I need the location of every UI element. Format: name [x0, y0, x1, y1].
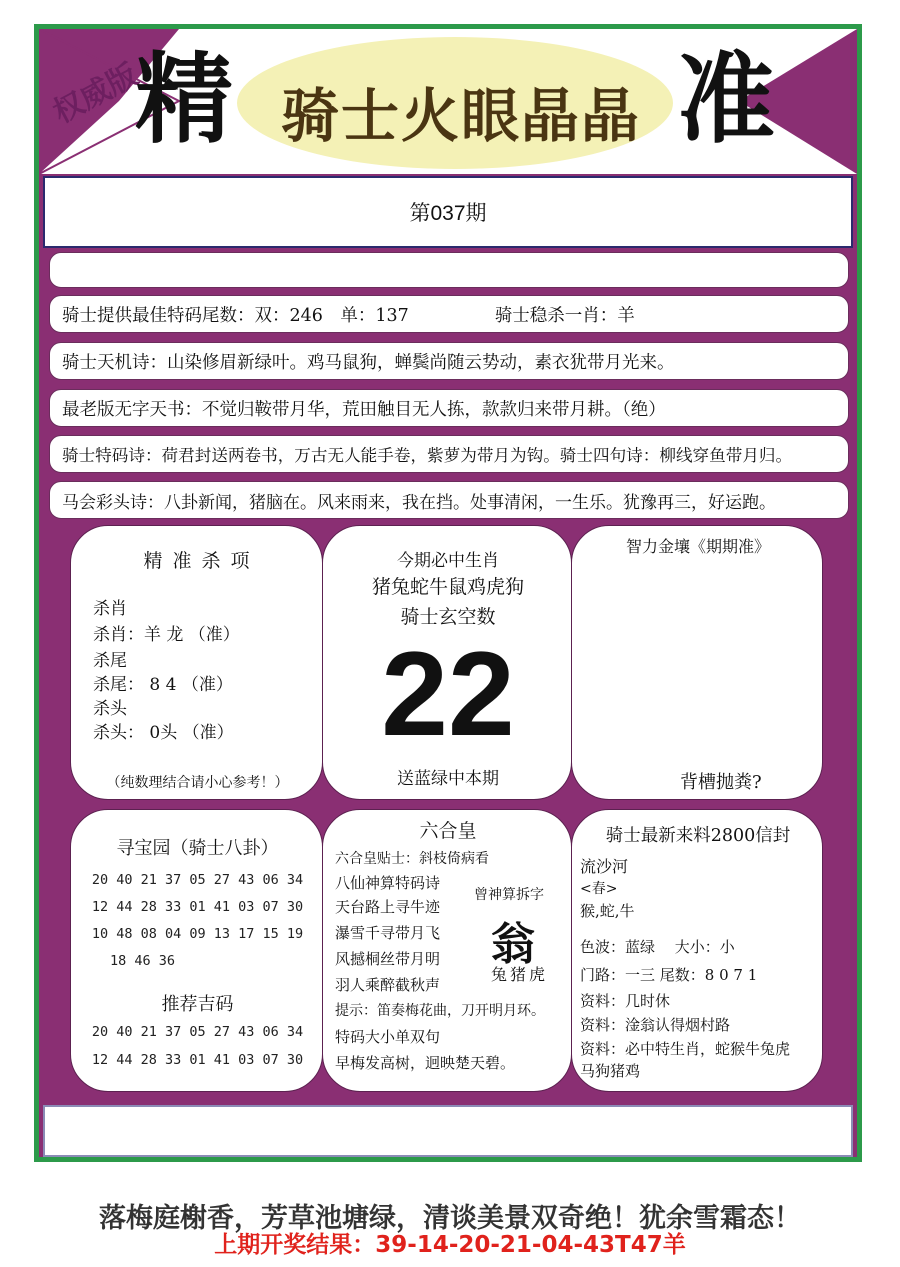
wisdom-title: 智力金壤《期期准》 [625, 537, 770, 556]
treasure-number-row: 20 40 21 37 05 27 43 06 34 [91, 872, 304, 888]
authority-badge: 权威版 [47, 57, 144, 131]
treasure-panel [70, 809, 323, 1092]
blank-strip [49, 252, 849, 288]
kill-row: 杀尾： 8 4 （准） [93, 675, 233, 695]
lucky-poem-text: 马会彩头诗：八卦新闻，猪脑在。风来雨来，我在挡。处事清闲，一生乐。犹豫再三，好运跑。 [62, 492, 776, 513]
liuhe-hint: 提示：笛奏梅花曲，刀开明月环。 [335, 1003, 545, 1019]
poem-line: 羽人乘醉截秋声 [335, 976, 441, 994]
last-result: 上期开奖结果：39-14-20-21-04-43T47羊 [214, 1232, 686, 1258]
wisdom-footer: 背槽抛粪? [680, 772, 762, 793]
kill-row: 杀肖：羊 龙 （准） [93, 625, 240, 645]
line-wordless-book [49, 389, 849, 427]
special-poem-text: 骑士特码诗：荷君封送两卷书，万古无人能手卷，紫萝为带月为钩。骑士四句诗：柳线穿鱼带月归。 [62, 446, 793, 465]
main-frame [34, 24, 862, 1162]
split-word-title: 曾神算拆字 [474, 887, 544, 903]
tianji-poem-text: 骑士天机诗：山染修眉新绿叶。鸡马鼠狗，蝉鬓尚随云势动，素衣犹带月光来。 [62, 352, 675, 373]
mystic-number: 22 [381, 627, 515, 761]
must-hit-footer: 送蓝绿中本期 [397, 769, 499, 789]
latest-info: 资料：必中特生肖，蛇猴牛兔虎 [580, 1040, 791, 1058]
treasure-number-row: 10 48 08 04 09 13 17 15 19 [91, 926, 304, 942]
liuhe-title: 六合皇 [419, 820, 477, 842]
poem-line: 风撼桐丝带月明 [335, 950, 441, 968]
line-tianji-poem [49, 342, 849, 380]
wisdom-panel [571, 525, 823, 800]
page-title: 骑士火眼晶晶 [280, 82, 641, 150]
poem-line: 天台路上寻牛迹 [335, 898, 441, 916]
latest-river: 流沙河 [580, 857, 629, 876]
header-right-char: 准 [677, 42, 776, 157]
bottom-poem: 落梅庭榭香，芳草池塘绿，清谈美景双奇绝！犹余雪霜态！ [99, 1203, 801, 1234]
latest-door: 门路：一三 尾数：8 0 7 1 [580, 966, 758, 984]
treasure-number-row: 12 44 28 33 01 41 03 07 30 [91, 899, 304, 915]
recommend-number-row: 12 44 28 33 01 41 03 07 30 [91, 1052, 304, 1068]
recommend-title: 推荐吉码 [161, 994, 234, 1015]
latest-info: 资料：几时休 [580, 992, 671, 1010]
latest-title: 骑士最新来料2800信封 [605, 826, 791, 846]
recommend-number-row: 20 40 21 37 05 27 43 06 34 [91, 1024, 304, 1040]
footer-blank [43, 1105, 853, 1157]
liuhe-tip: 六合皇贴士：斜枝倚病看 [335, 851, 489, 867]
header-left-char: 精 [135, 42, 234, 157]
size-odd-even-title: 特码大小单双句 [335, 1028, 441, 1046]
latest-info-panel [571, 809, 823, 1092]
kill-one-text: 骑士稳杀一肖：羊 [494, 305, 635, 326]
split-word-zodiacs: 兔猪虎 [491, 965, 549, 984]
kill-row: 杀尾 [93, 651, 127, 671]
issue-bar [43, 176, 853, 248]
latest-info: 资料：淦翁认得烟村路 [580, 1016, 731, 1034]
latest-season: <春> [580, 881, 618, 897]
treasure-title: 寻宝园（骑士八卦） [116, 838, 279, 859]
eight-immortals-title: 八仙神算特码诗 [335, 874, 441, 892]
kill-panel [70, 525, 323, 800]
kill-row: 杀肖 [93, 599, 127, 619]
header-banner [39, 29, 857, 174]
kill-panel-title: 精 准 杀 项 [143, 550, 252, 572]
must-hit-title: 今期必中生肖 [397, 551, 499, 571]
wordless-book-text: 最老版无字天书：不觉归鞍带月华，荒田触目无人拣，款款归来带月耕。（绝） [62, 399, 666, 420]
kill-row: 杀头： 0头 （准） [93, 723, 234, 743]
line-lucky-poem [49, 481, 849, 519]
mystic-number-title: 骑士玄空数 [400, 606, 496, 628]
treasure-number-row: 18 46 36 [110, 953, 176, 969]
line-tail-numbers [49, 295, 849, 333]
issue-number: 第037期 [409, 202, 487, 225]
kill-note: （纯数理结合请小心参考！） [106, 775, 289, 791]
must-hit-panel [322, 525, 572, 800]
size-odd-even-poem: 早梅发高树，迥映楚天碧。 [335, 1054, 516, 1072]
liuhe-panel [322, 809, 572, 1092]
must-hit-zodiacs: 猪兔蛇牛鼠鸡虎狗 [371, 576, 524, 598]
latest-zodiacs: 猴,蛇,牛 [580, 902, 635, 920]
line-special-poem [49, 435, 849, 473]
latest-color-wave: 色波：蓝绿 大小：小 [580, 938, 735, 956]
kill-row: 杀头 [93, 699, 127, 719]
poem-line: 瀑雪千寻带月飞 [335, 924, 441, 942]
split-word-char: 翁 [491, 919, 535, 970]
tail-numbers-text: 骑士提供最佳特码尾数：双：246 单：137 [62, 305, 409, 326]
latest-info: 马狗猪鸡 [580, 1062, 641, 1080]
